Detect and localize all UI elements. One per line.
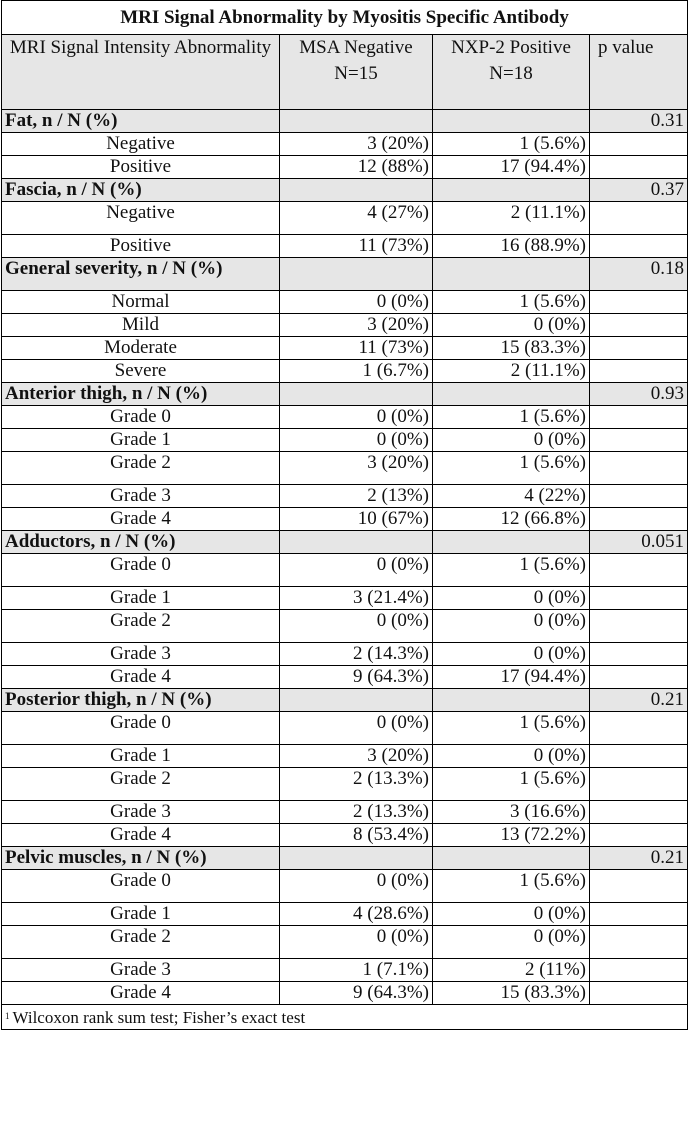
section-empty-cell xyxy=(433,689,590,712)
row-label: Grade 4 xyxy=(2,666,280,689)
table-row xyxy=(2,202,688,235)
table-row xyxy=(2,156,688,179)
nxp2-positive-value: 12 (66.8%) xyxy=(433,508,590,531)
p-value-empty-cell xyxy=(590,643,688,666)
section-row xyxy=(2,531,688,554)
nxp2-positive-value: 0 (0%) xyxy=(433,745,590,768)
p-value-empty-cell xyxy=(590,291,688,314)
nxp2-positive-value: 15 (83.3%) xyxy=(433,337,590,360)
table-row xyxy=(2,508,688,531)
section-row xyxy=(2,383,688,406)
p-value-empty-cell xyxy=(590,485,688,508)
nxp2-positive-value: 3 (16.6%) xyxy=(433,801,590,824)
table-row xyxy=(2,337,688,360)
row-label: Grade 4 xyxy=(2,982,280,1005)
row-label: Grade 0 xyxy=(2,406,280,429)
table-row xyxy=(2,712,688,745)
nxp2-positive-value: 0 (0%) xyxy=(433,643,590,666)
msa-negative-value: 3 (20%) xyxy=(280,745,433,768)
table-row xyxy=(2,903,688,926)
row-label: Grade 1 xyxy=(2,587,280,610)
section-empty-cell xyxy=(280,531,433,554)
p-value-empty-cell xyxy=(590,610,688,643)
table-row xyxy=(2,314,688,337)
p-value-empty-cell xyxy=(590,926,688,959)
p-value-empty-cell xyxy=(590,712,688,745)
nxp2-positive-value: 1 (5.6%) xyxy=(433,712,590,745)
row-label: Negative xyxy=(2,202,280,235)
nxp2-positive-value: 1 (5.6%) xyxy=(433,133,590,156)
table-row xyxy=(2,824,688,847)
table-row xyxy=(2,587,688,610)
section-p-value: 0.21 xyxy=(590,689,688,712)
table-row xyxy=(2,429,688,452)
table-row xyxy=(2,801,688,824)
row-label: Grade 0 xyxy=(2,870,280,903)
nxp2-positive-value: 1 (5.6%) xyxy=(433,554,590,587)
p-value-empty-cell xyxy=(590,801,688,824)
section-empty-cell xyxy=(433,383,590,406)
p-value-empty-cell xyxy=(590,235,688,258)
table-row xyxy=(2,360,688,383)
nxp2-positive-value: 15 (83.3%) xyxy=(433,982,590,1005)
msa-negative-value: 9 (64.3%) xyxy=(280,982,433,1005)
msa-negative-value: 0 (0%) xyxy=(280,870,433,903)
p-value-empty-cell xyxy=(590,429,688,452)
section-empty-cell xyxy=(433,531,590,554)
section-row xyxy=(2,847,688,870)
p-value-empty-cell xyxy=(590,133,688,156)
msa-negative-value: 8 (53.4%) xyxy=(280,824,433,847)
row-label: Grade 1 xyxy=(2,429,280,452)
p-value-empty-cell xyxy=(590,666,688,689)
p-value-empty-cell xyxy=(590,452,688,485)
p-value-empty-cell xyxy=(590,768,688,801)
section-label: Fat, n / N (%) xyxy=(2,110,280,133)
p-value-empty-cell xyxy=(590,824,688,847)
table-row xyxy=(2,926,688,959)
header-col3: NXP-2 Positive N=18 xyxy=(433,35,590,110)
table-row xyxy=(2,768,688,801)
table-row xyxy=(2,452,688,485)
nxp2-positive-value: 4 (22%) xyxy=(433,485,590,508)
msa-negative-value: 2 (13%) xyxy=(280,485,433,508)
msa-negative-value: 0 (0%) xyxy=(280,554,433,587)
nxp2-positive-value: 0 (0%) xyxy=(433,587,590,610)
nxp2-positive-value: 2 (11%) xyxy=(433,959,590,982)
p-value-empty-cell xyxy=(590,745,688,768)
msa-negative-value: 0 (0%) xyxy=(280,926,433,959)
header-row xyxy=(2,35,688,110)
row-label: Normal xyxy=(2,291,280,314)
section-empty-cell xyxy=(280,383,433,406)
table-row xyxy=(2,959,688,982)
p-value-empty-cell xyxy=(590,337,688,360)
msa-negative-value: 9 (64.3%) xyxy=(280,666,433,689)
nxp2-positive-value: 0 (0%) xyxy=(433,610,590,643)
section-row xyxy=(2,179,688,202)
nxp2-positive-value: 0 (0%) xyxy=(433,314,590,337)
section-label: General severity, n / N (%) xyxy=(2,258,280,291)
nxp2-positive-value: 17 (94.4%) xyxy=(433,156,590,179)
row-label: Grade 2 xyxy=(2,768,280,801)
table-row xyxy=(2,643,688,666)
row-label: Severe xyxy=(2,360,280,383)
p-value-empty-cell xyxy=(590,982,688,1005)
msa-negative-value: 3 (21.4%) xyxy=(280,587,433,610)
section-label: Anterior thigh, n / N (%) xyxy=(2,383,280,406)
section-p-value: 0.051 xyxy=(590,531,688,554)
msa-negative-value: 0 (0%) xyxy=(280,610,433,643)
section-empty-cell xyxy=(280,179,433,202)
msa-negative-value: 0 (0%) xyxy=(280,712,433,745)
msa-negative-value: 11 (73%) xyxy=(280,337,433,360)
section-label: Adductors, n / N (%) xyxy=(2,531,280,554)
nxp2-positive-value: 0 (0%) xyxy=(433,926,590,959)
results-table xyxy=(1,0,688,1030)
header-col1: MRI Signal Intensity Abnormality xyxy=(2,35,280,110)
header-col2: MSA Negative N=15 xyxy=(280,35,433,110)
table-row xyxy=(2,406,688,429)
section-empty-cell xyxy=(280,847,433,870)
p-value-empty-cell xyxy=(590,406,688,429)
row-label: Grade 0 xyxy=(2,712,280,745)
nxp2-positive-value: 1 (5.6%) xyxy=(433,768,590,801)
footnote-text: Wilcoxon rank sum test; Fisher’s exact test xyxy=(12,1008,306,1027)
section-label: Posterior thigh, n / N (%) xyxy=(2,689,280,712)
table-row xyxy=(2,291,688,314)
nxp2-positive-value: 13 (72.2%) xyxy=(433,824,590,847)
msa-negative-value: 0 (0%) xyxy=(280,406,433,429)
header-col4: p value xyxy=(590,35,688,110)
nxp2-positive-value: 2 (11.1%) xyxy=(433,202,590,235)
row-label: Grade 1 xyxy=(2,903,280,926)
footnote-cell xyxy=(2,1005,688,1030)
section-p-value: 0.37 xyxy=(590,179,688,202)
section-p-value: 0.21 xyxy=(590,847,688,870)
msa-negative-value: 10 (67%) xyxy=(280,508,433,531)
msa-negative-value: 11 (73%) xyxy=(280,235,433,258)
nxp2-positive-value: 1 (5.6%) xyxy=(433,406,590,429)
p-value-empty-cell xyxy=(590,959,688,982)
nxp2-positive-value: 16 (88.9%) xyxy=(433,235,590,258)
row-label: Grade 1 xyxy=(2,745,280,768)
p-value-empty-cell xyxy=(590,903,688,926)
row-label: Grade 4 xyxy=(2,824,280,847)
msa-negative-value: 0 (0%) xyxy=(280,291,433,314)
section-empty-cell xyxy=(280,258,433,291)
table-row xyxy=(2,982,688,1005)
section-empty-cell xyxy=(280,110,433,133)
msa-negative-value: 2 (13.3%) xyxy=(280,768,433,801)
p-value-empty-cell xyxy=(590,508,688,531)
section-empty-cell xyxy=(433,258,590,291)
table-row xyxy=(2,485,688,508)
section-row xyxy=(2,258,688,291)
row-label: Grade 0 xyxy=(2,554,280,587)
section-row xyxy=(2,689,688,712)
footnote-marker: 1 xyxy=(5,1011,10,1021)
nxp2-positive-value: 2 (11.1%) xyxy=(433,360,590,383)
p-value-empty-cell xyxy=(590,587,688,610)
table-row xyxy=(2,610,688,643)
msa-negative-value: 0 (0%) xyxy=(280,429,433,452)
row-label: Grade 2 xyxy=(2,452,280,485)
row-label: Grade 2 xyxy=(2,610,280,643)
section-p-value: 0.31 xyxy=(590,110,688,133)
table-body xyxy=(2,1,688,1030)
row-label: Grade 4 xyxy=(2,508,280,531)
table-row xyxy=(2,745,688,768)
msa-negative-value: 2 (13.3%) xyxy=(280,801,433,824)
section-empty-cell xyxy=(433,847,590,870)
msa-negative-value: 4 (27%) xyxy=(280,202,433,235)
nxp2-positive-value: 1 (5.6%) xyxy=(433,870,590,903)
section-label: Fascia, n / N (%) xyxy=(2,179,280,202)
nxp2-positive-value: 0 (0%) xyxy=(433,903,590,926)
section-empty-cell xyxy=(280,689,433,712)
p-value-empty-cell xyxy=(590,870,688,903)
table-row xyxy=(2,133,688,156)
section-empty-cell xyxy=(433,179,590,202)
row-label: Moderate xyxy=(2,337,280,360)
msa-negative-value: 2 (14.3%) xyxy=(280,643,433,666)
row-label: Negative xyxy=(2,133,280,156)
row-label: Grade 3 xyxy=(2,485,280,508)
table-row xyxy=(2,554,688,587)
p-value-empty-cell xyxy=(590,156,688,179)
section-label: Pelvic muscles, n / N (%) xyxy=(2,847,280,870)
table-row xyxy=(2,666,688,689)
table-row xyxy=(2,870,688,903)
section-row xyxy=(2,110,688,133)
row-label: Grade 3 xyxy=(2,959,280,982)
p-value-empty-cell xyxy=(590,554,688,587)
p-value-empty-cell xyxy=(590,314,688,337)
p-value-empty-cell xyxy=(590,202,688,235)
table-row xyxy=(2,235,688,258)
row-label: Grade 3 xyxy=(2,643,280,666)
msa-negative-value: 3 (20%) xyxy=(280,133,433,156)
msa-negative-value: 1 (7.1%) xyxy=(280,959,433,982)
p-value-empty-cell xyxy=(590,360,688,383)
msa-negative-value: 4 (28.6%) xyxy=(280,903,433,926)
row-label: Grade 3 xyxy=(2,801,280,824)
nxp2-positive-value: 0 (0%) xyxy=(433,429,590,452)
footnote-row xyxy=(2,1005,688,1030)
nxp2-positive-value: 1 (5.6%) xyxy=(433,291,590,314)
row-label: Grade 2 xyxy=(2,926,280,959)
msa-negative-value: 1 (6.7%) xyxy=(280,360,433,383)
msa-negative-value: 3 (20%) xyxy=(280,314,433,337)
msa-negative-value: 3 (20%) xyxy=(280,452,433,485)
row-label: Positive xyxy=(2,235,280,258)
row-label: Positive xyxy=(2,156,280,179)
table-title: MRI Signal Abnormality by Myositis Specific Antibody xyxy=(2,1,688,35)
title-row xyxy=(2,1,688,35)
msa-negative-value: 12 (88%) xyxy=(280,156,433,179)
nxp2-positive-value: 1 (5.6%) xyxy=(433,452,590,485)
section-empty-cell xyxy=(433,110,590,133)
row-label: Mild xyxy=(2,314,280,337)
section-p-value: 0.18 xyxy=(590,258,688,291)
section-p-value: 0.93 xyxy=(590,383,688,406)
nxp2-positive-value: 17 (94.4%) xyxy=(433,666,590,689)
